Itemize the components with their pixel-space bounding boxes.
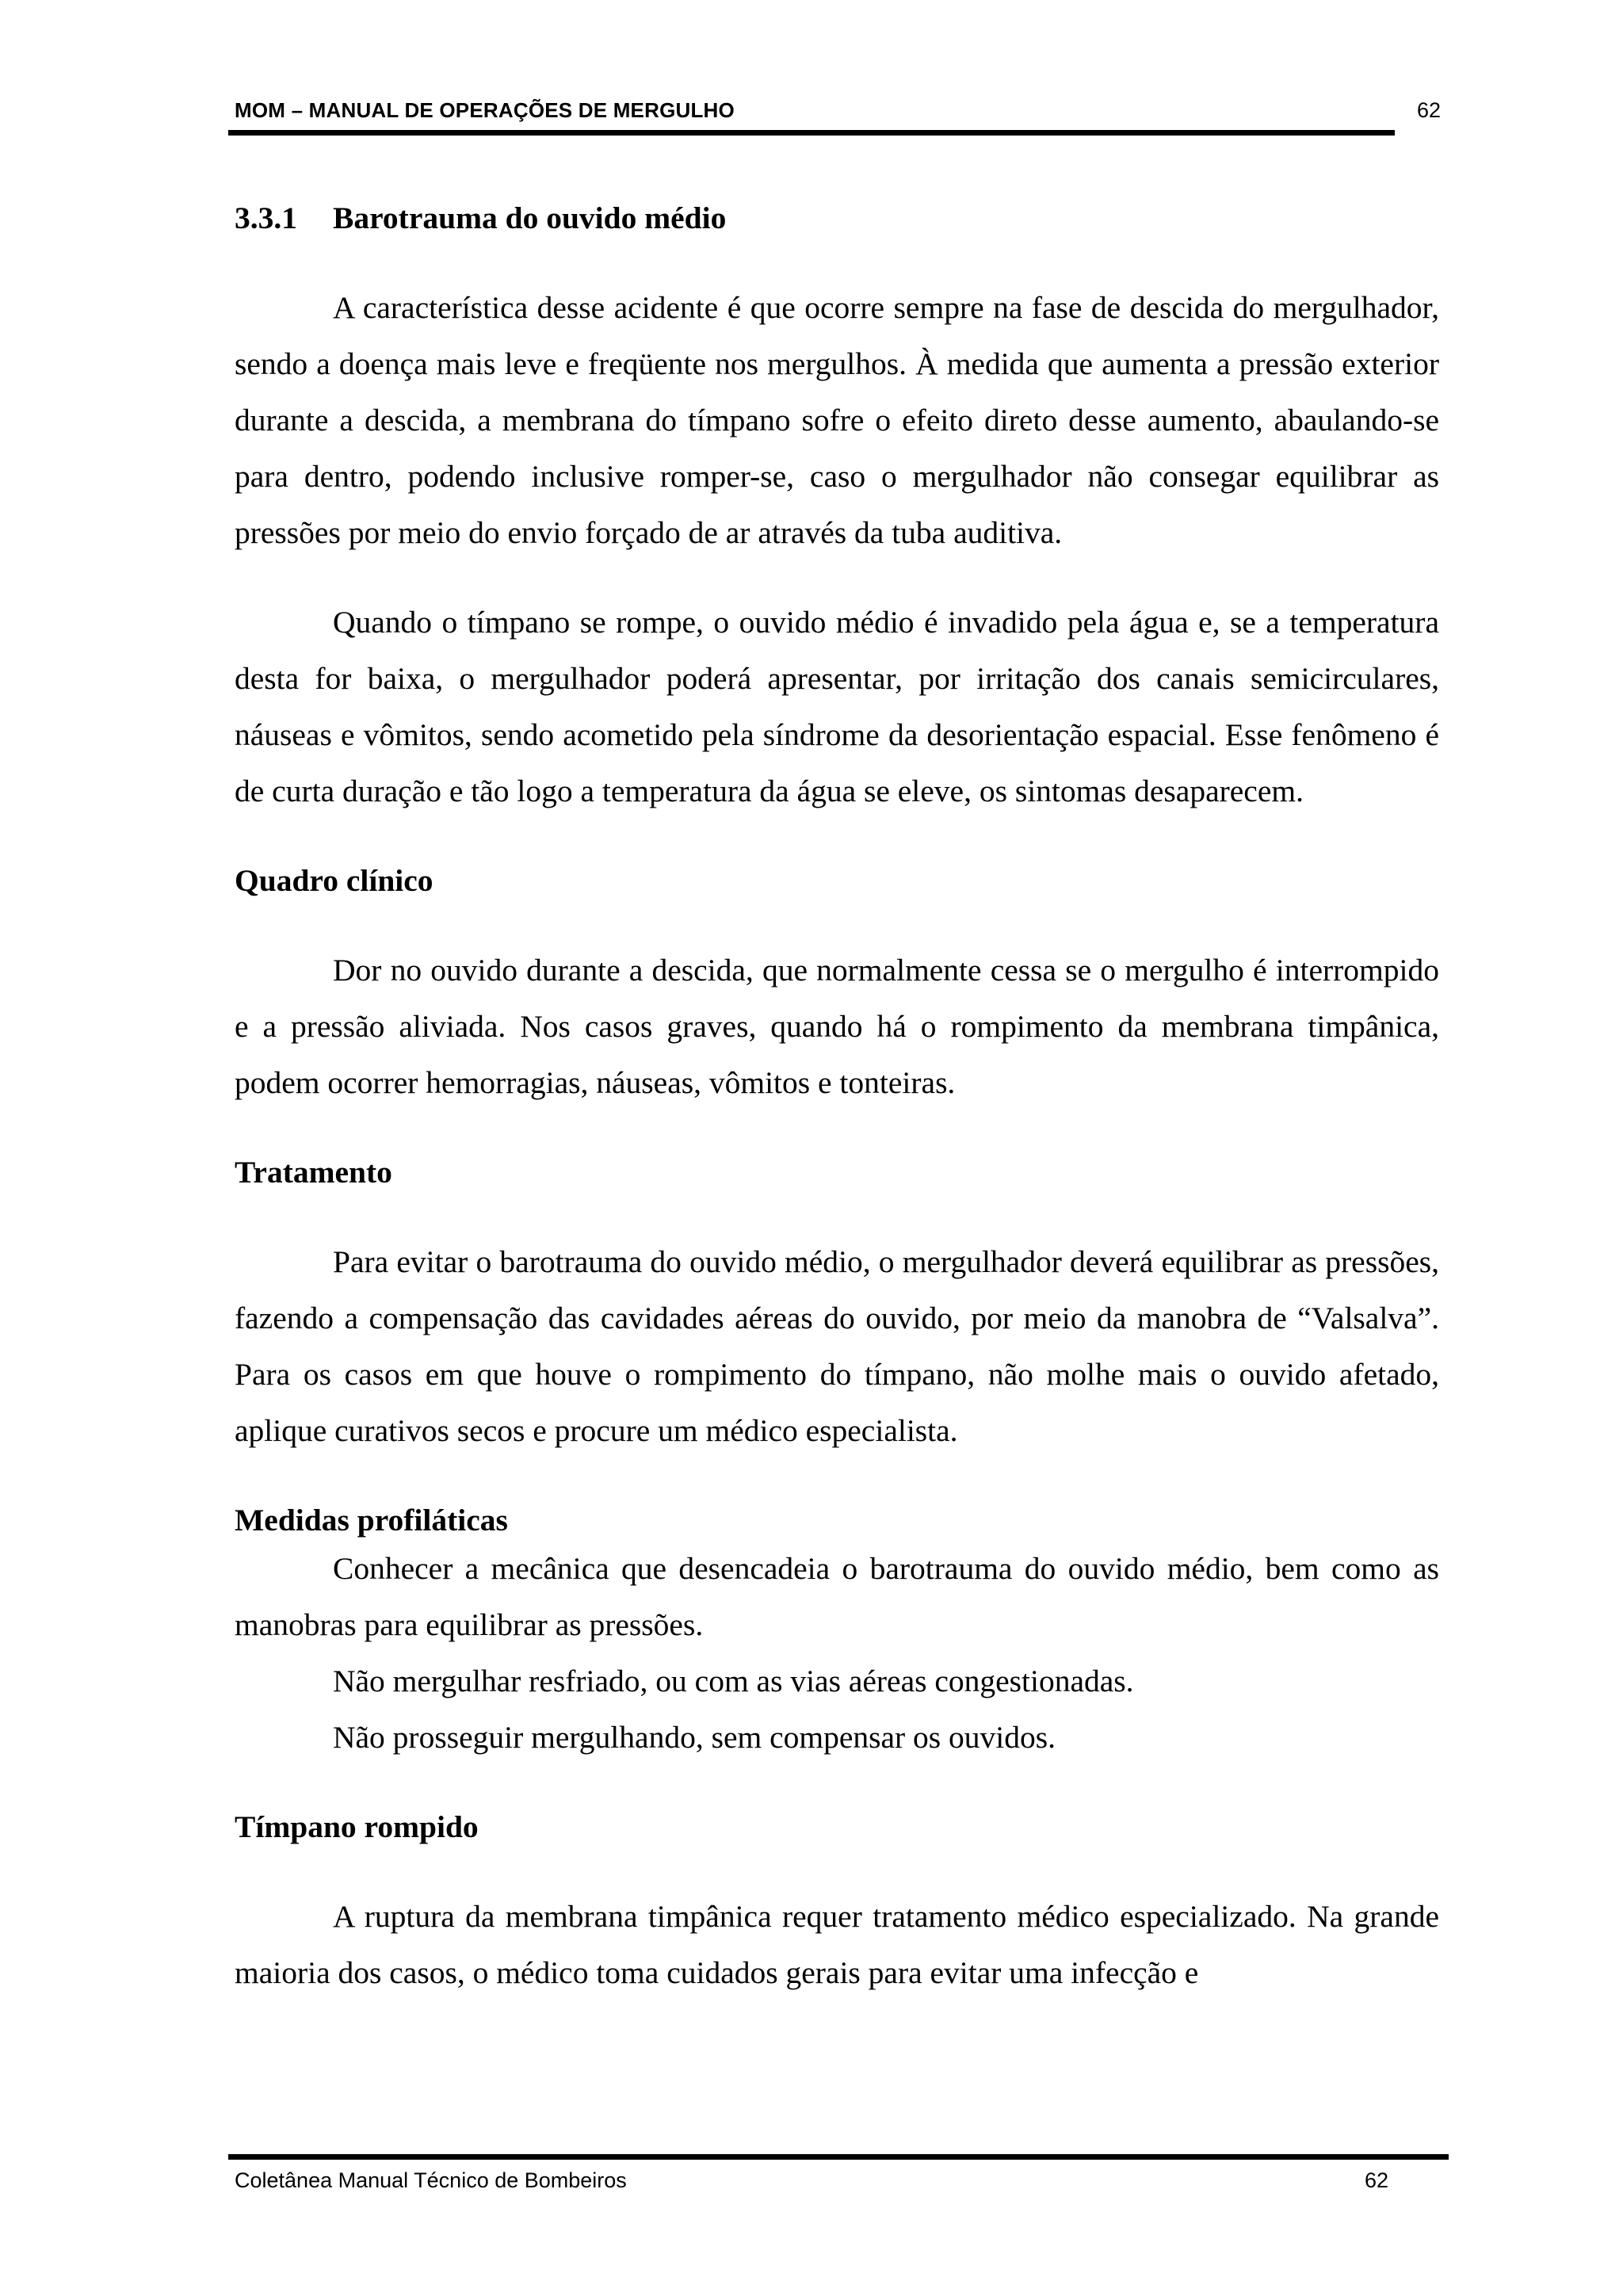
footer-rule <box>228 2154 1449 2160</box>
header-rule <box>228 130 1395 136</box>
heading-timpano-rompido: Tímpano rompido <box>235 1809 479 1844</box>
heading-tratamento: Tratamento <box>235 1155 392 1190</box>
header-page-number: 62 <box>1416 98 1441 122</box>
section-title <box>235 190 1439 246</box>
paragraph: Quando o tímpano se rompe, o ouvido médio é invadido pela água e, se a temperatura desta for baixa, o mergulhador poderá apresentar, por irritação dos canais semicirculares, náuseas e vômitos, sendo acometido pela síndrome da desorientação espacial. Esse fenômeno é de curta duração e tão logo a temperatura da água se eleve, os sintomas desaparecem. <box>235 605 1439 808</box>
header-title: MOM – MANUAL DE OPERAÇÕES DE MERGULHO <box>235 98 735 122</box>
section-title-text: Barotrauma do ouvido médio <box>333 201 727 235</box>
section-number: 3.3.1 <box>235 201 297 235</box>
paragraph-timpano-rompido: A ruptura da membrana timpânica requer tratamento médico especializado. Na grande maioria dos casos, o médico toma cuidados gerais para evitar uma infecção e <box>235 1899 1439 1990</box>
document-body <box>235 190 1439 2001</box>
paragraph-quadro-clinico: Dor no ouvido durante a descida, que normalmente cessa se o mergulho é interrompido e a pressão aliviada. Nos casos graves, quando há o rompimento da membrana timpânica, podem ocorrer hemorragias, náuseas, vômitos e tonteiras. <box>235 953 1439 1100</box>
list-item: Conhecer a mecânica que desencadeia o barotrauma do ouvido médio, bem como as manobras para equilibrar as pressões. <box>235 1551 1439 1642</box>
list-item: Não mergulhar resfriado, ou com as vias aéreas congestionadas. <box>333 1664 1134 1698</box>
heading-medidas-profilaticas: Medidas profiláticas <box>235 1503 508 1538</box>
footer-text: Coletânea Manual Técnico de Bombeiros <box>235 2168 627 2192</box>
heading-quadro-clinico: Quadro clínico <box>235 863 433 898</box>
paragraph-tratamento: Para evitar o barotrauma do ouvido médio, o mergulhador deverá equilibrar as pressões, fazendo a compensação das cavidades aéreas do ouvido, por meio da manobra de “Valsalva”. Para os casos em que houve o rompimento do tímpano, não molhe mais o ouvido afetado, aplique curativos secos e procure um médico especialista. <box>235 1244 1439 1448</box>
paragraph: A característica desse acidente é que ocorre sempre na fase de descida do mergulhador, sendo a doença mais leve e freqüente nos mergulhos. À medida que aumenta a pressão exterior durante a descida, a membrana do tímpano sofre o efeito direto desse aumento, abaulando-se para dentro, podendo inclusive romper-se, caso o mergulhador não consegar equilibrar as pressões por meio do envio forçado de ar através da tuba auditiva. <box>235 290 1439 550</box>
footer-page-number: 62 <box>1365 2168 1389 2192</box>
list-item: Não prosseguir mergulhando, sem compensar os ouvidos. <box>333 1720 1056 1755</box>
